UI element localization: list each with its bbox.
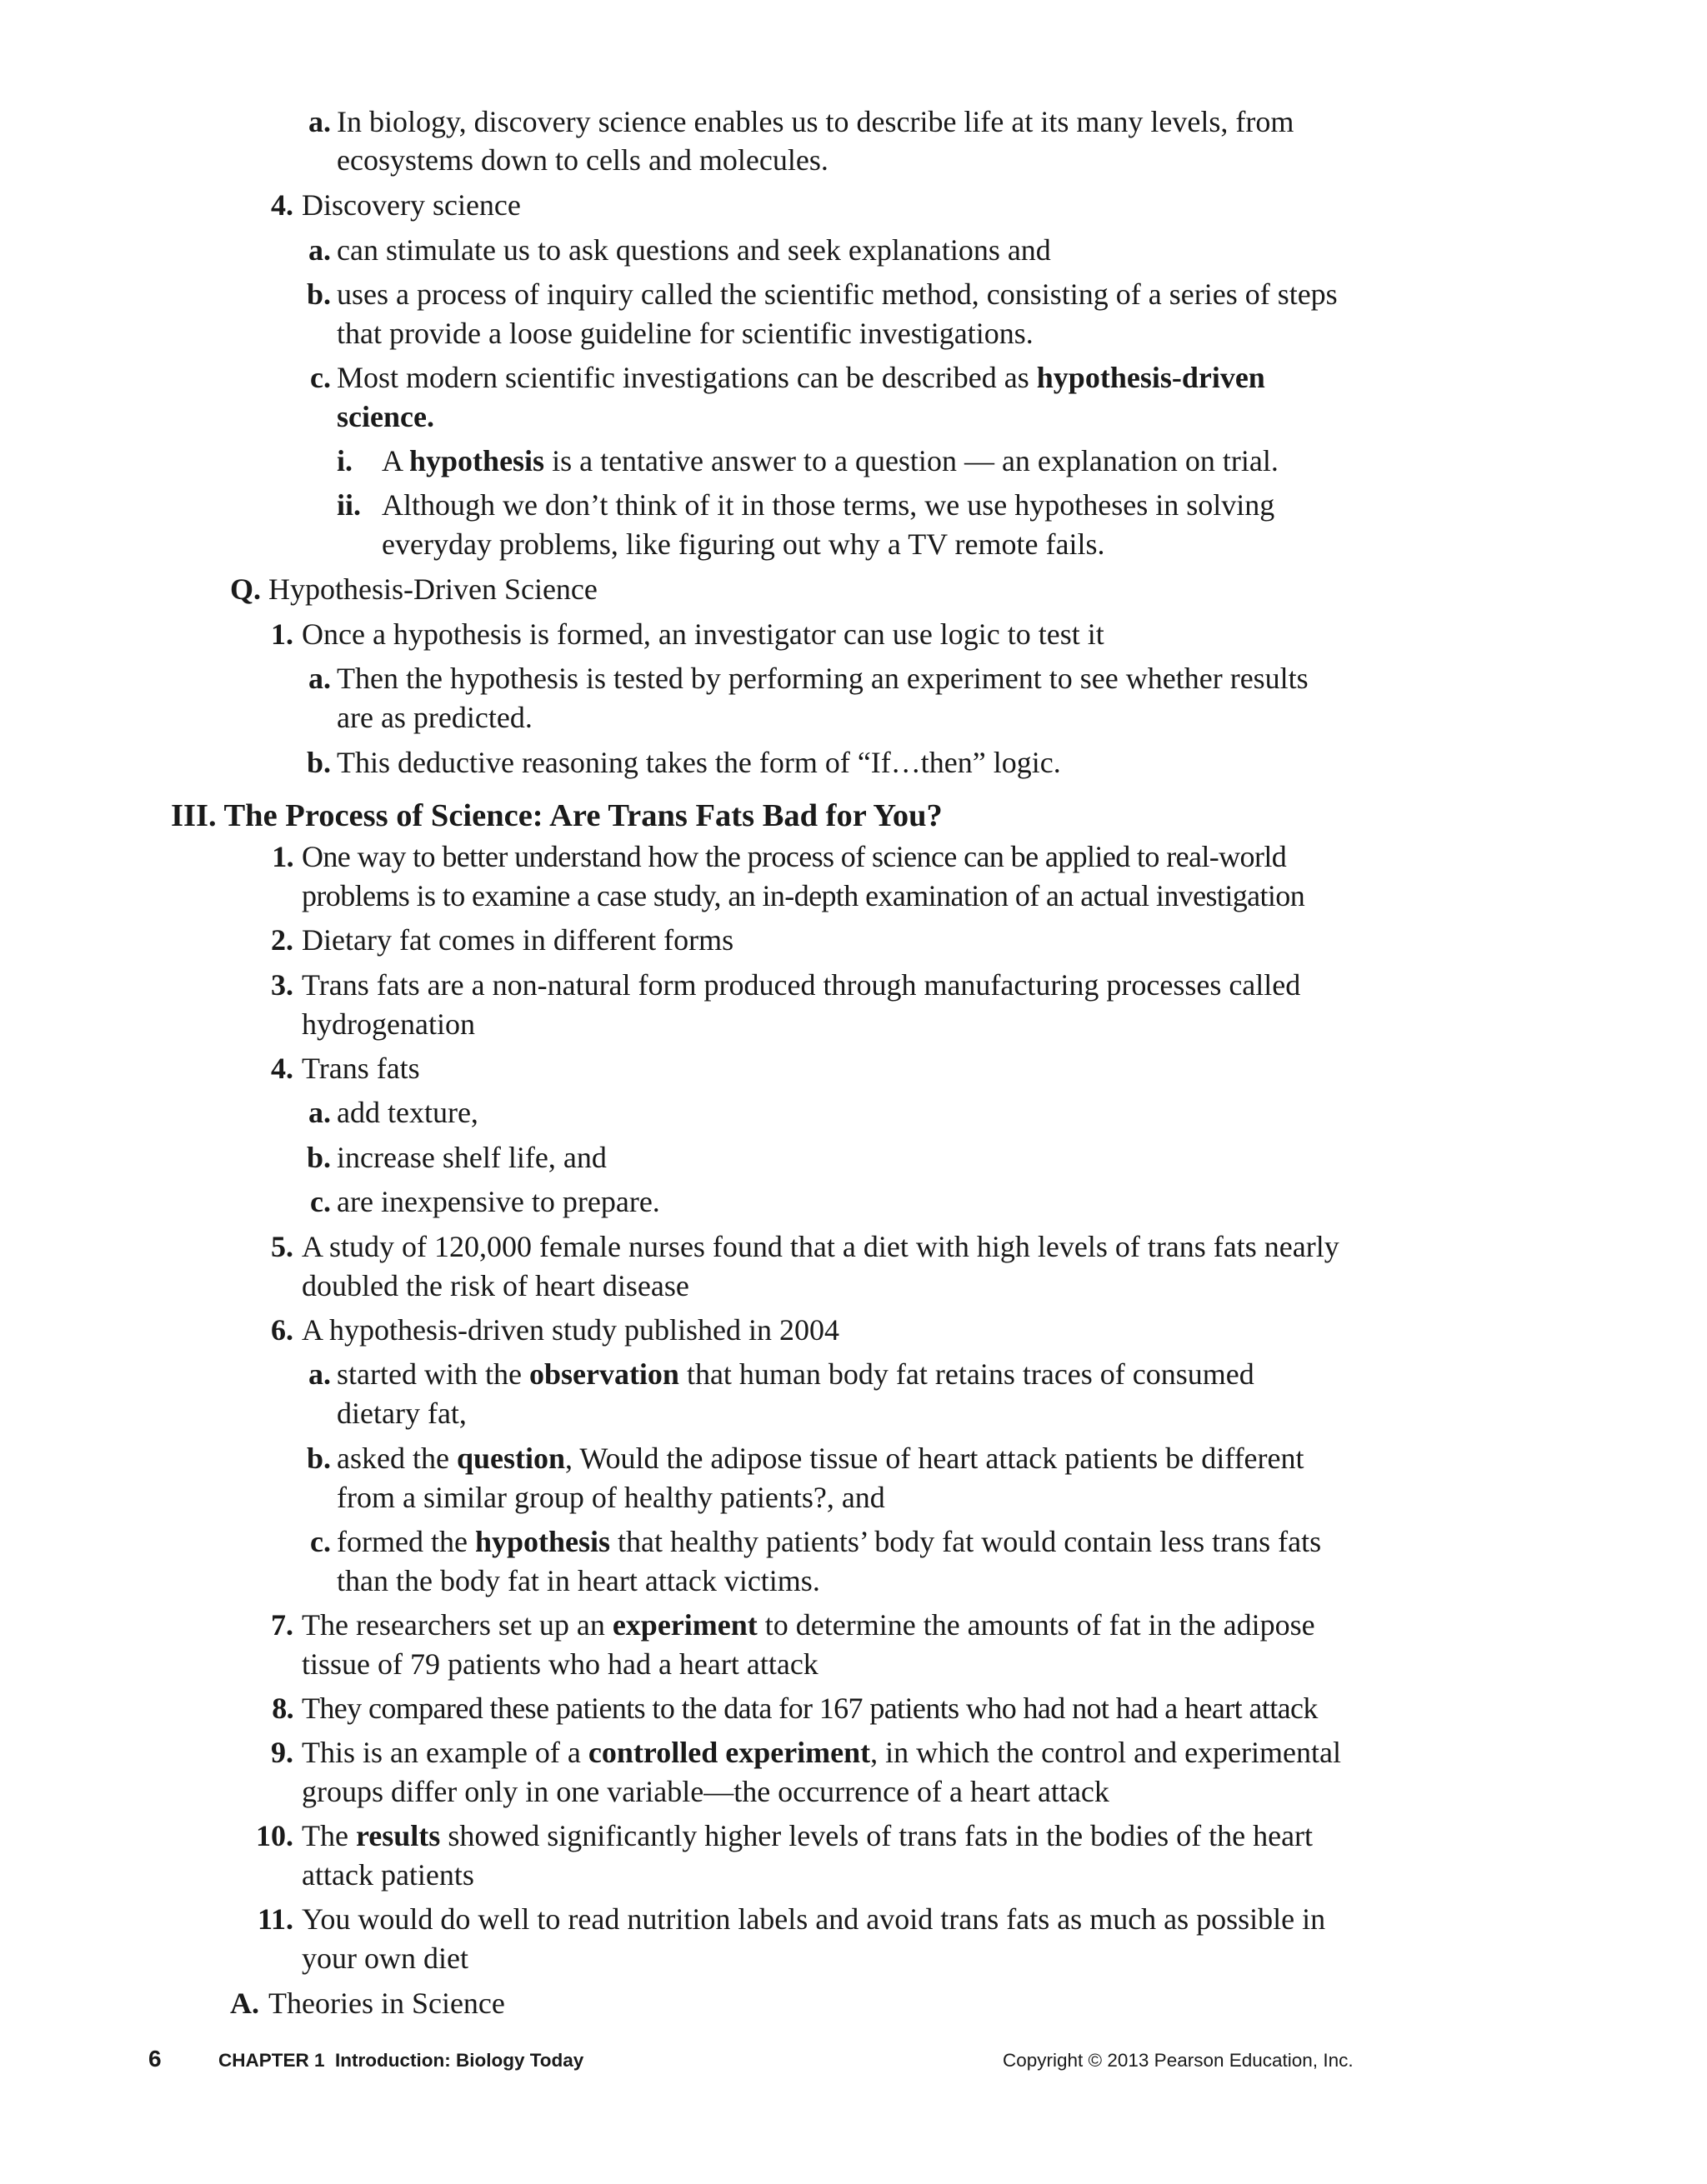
item-marker: a. xyxy=(308,1096,331,1129)
item-text: increase shelf life, and xyxy=(337,1141,607,1174)
item-text xyxy=(337,1522,1321,1562)
item-marker: c. xyxy=(310,1185,331,1218)
item-text: Discovery science xyxy=(302,188,521,222)
item-text: You would do well to read nutrition labels and avoid trans fats as much as possible in xyxy=(302,1902,1326,1936)
item-marker: b. xyxy=(306,1141,331,1174)
item-text: Dietary fat comes in different forms xyxy=(302,923,734,957)
item-text: can stimulate us to ask questions and seek explanations and xyxy=(337,233,1051,267)
item-text: Trans fats are a non-natural form produced through manufacturing processes called xyxy=(302,968,1301,1002)
item-text: They compared these patients to the data for 167 patients who had not had a heart attack xyxy=(302,1692,1318,1725)
item-text xyxy=(302,1816,1313,1856)
item-marker: a. xyxy=(308,1357,331,1391)
item-marker: A. xyxy=(230,1987,259,2020)
item-marker: 8. xyxy=(272,1692,293,1725)
key-term: hypothesis xyxy=(474,1525,610,1558)
item-text: Hypothesis-Driven Science xyxy=(268,572,598,606)
item-marker: 10. xyxy=(256,1819,293,1852)
footer-copyright: Copyright © 2013 Pearson Education, Inc. xyxy=(1003,2050,1354,2071)
item-marker: b. xyxy=(306,1442,331,1475)
item-text: This deductive reasoning takes the form of “If…then” logic. xyxy=(337,746,1061,779)
item-text-part: to determine the amounts of fat in the adipose xyxy=(757,1608,1315,1642)
key-term: results xyxy=(355,1819,441,1852)
item-text: Trans fats xyxy=(302,1052,420,1085)
item-text-continuation: from a similar group of healthy patients?, and xyxy=(337,1481,885,1514)
item-text: Although we don’t think of it in those terms, we use hypotheses in solving xyxy=(382,488,1275,522)
key-term: controlled experiment xyxy=(588,1736,871,1769)
key-term: question xyxy=(456,1442,565,1475)
section-heading: III. The Process of Science: Are Trans Fats Bad for You? xyxy=(171,798,943,833)
item-text-part: formed the xyxy=(337,1525,475,1558)
item-marker: 11. xyxy=(257,1902,293,1936)
item-text-continuation: your own diet xyxy=(302,1942,468,1975)
item-marker: b. xyxy=(306,746,331,779)
item-text-part: showed significantly higher levels of trans fats in the bodies of the heart xyxy=(440,1819,1314,1852)
item-marker: 1. xyxy=(271,617,293,651)
item-marker: ii. xyxy=(337,488,362,522)
key-term-continuation: science. xyxy=(337,400,434,433)
item-text-continuation: doubled the risk of heart disease xyxy=(302,1269,689,1302)
item-marker: 7. xyxy=(271,1608,293,1642)
item-text-part: , in which the control and experimental xyxy=(870,1736,1341,1769)
item-text-part: is a tentative answer to a question — an explanation on trial. xyxy=(544,444,1279,477)
item-text-continuation: hydrogenation xyxy=(302,1007,475,1041)
item-text: are inexpensive to prepare. xyxy=(337,1185,660,1218)
item-marker: 2. xyxy=(271,923,293,957)
item-text-continuation: that provide a loose guideline for scientific investigations. xyxy=(337,317,1034,350)
item-text: Theories in Science xyxy=(268,1987,505,2020)
item-text: Then the hypothesis is tested by performing an experiment to see whether results xyxy=(337,662,1309,695)
item-text-part: Most modern scientific investigations can be described as xyxy=(337,361,1037,394)
item-marker: 4. xyxy=(271,188,293,222)
item-text-continuation: dietary fat, xyxy=(337,1397,467,1430)
item-marker: c. xyxy=(310,361,331,394)
key-term: observation xyxy=(528,1357,679,1391)
item-text-continuation: everyday problems, like figuring out why a TV remote fails. xyxy=(382,527,1105,561)
item-text xyxy=(337,1354,1254,1394)
item-marker: 3. xyxy=(271,968,293,1002)
item-marker: 6. xyxy=(271,1313,293,1347)
item-marker: i. xyxy=(337,444,353,477)
item-marker: 1. xyxy=(272,840,293,873)
item-marker: 9. xyxy=(271,1736,293,1769)
item-text-continuation: ecosystems down to cells and molecules. xyxy=(337,143,828,177)
item-text xyxy=(302,1732,1341,1772)
item-text-part: started with the xyxy=(337,1357,529,1391)
item-text-continuation: groups differ only in one variable—the occurrence of a heart attack xyxy=(302,1775,1109,1808)
item-marker: 4. xyxy=(271,1052,293,1085)
item-text-part: that healthy patients’ body fat would contain less trans fats xyxy=(610,1525,1322,1558)
item-marker: 5. xyxy=(271,1230,293,1263)
item-marker: a. xyxy=(308,662,331,695)
item-marker: a. xyxy=(308,233,331,267)
item-text-part: The xyxy=(302,1819,356,1852)
item-text: One way to better understand how the process of science can be applied to real-world xyxy=(302,840,1287,873)
item-text-continuation: are as predicted. xyxy=(337,701,533,734)
key-term: hypothesis-driven xyxy=(1036,361,1265,394)
page-number: 6 xyxy=(148,2046,162,2072)
footer-chapter: CHAPTER 1 Introduction: Biology Today xyxy=(218,2050,584,2071)
item-text: A hypothesis-driven study published in 2004 xyxy=(302,1313,839,1347)
item-text xyxy=(337,357,1265,397)
item-marker: a. xyxy=(308,105,331,138)
item-text-part: A xyxy=(382,444,410,477)
item-text-continuation: than the body fat in heart attack victims. xyxy=(337,1564,820,1597)
item-text: A study of 120,000 female nurses found that a diet with high levels of trans fats nearly xyxy=(302,1230,1339,1263)
item-text-continuation: tissue of 79 patients who had a heart attack xyxy=(302,1647,818,1681)
item-marker: c. xyxy=(310,1525,331,1558)
item-text xyxy=(302,1605,1315,1645)
item-marker: b. xyxy=(306,277,331,311)
item-text-part: , Would the adipose tissue of heart attack patients be different xyxy=(565,1442,1304,1475)
item-text-part: asked the xyxy=(337,1442,457,1475)
item-text: uses a process of inquiry called the scientific method, consisting of a series of steps xyxy=(337,277,1338,311)
item-text: add texture, xyxy=(337,1096,478,1129)
item-text: In biology, discovery science enables us to describe life at its many levels, from xyxy=(337,105,1294,138)
item-text xyxy=(337,1438,1304,1478)
key-term: experiment xyxy=(612,1608,758,1642)
item-text-continuation: problems is to examine a case study, an in-depth examination of an actual investigation xyxy=(302,879,1305,912)
item-text: Once a hypothesis is formed, an investigator can use logic to test it xyxy=(302,617,1104,651)
key-term: hypothesis xyxy=(409,444,545,477)
item-text xyxy=(382,441,1279,481)
item-marker: Q. xyxy=(230,572,262,606)
item-text-part: This is an example of a xyxy=(302,1736,588,1769)
item-text-part: that human body fat retains traces of consumed xyxy=(678,1357,1254,1391)
item-text-continuation: attack patients xyxy=(302,1858,474,1892)
item-text-part: The researchers set up an xyxy=(302,1608,613,1642)
